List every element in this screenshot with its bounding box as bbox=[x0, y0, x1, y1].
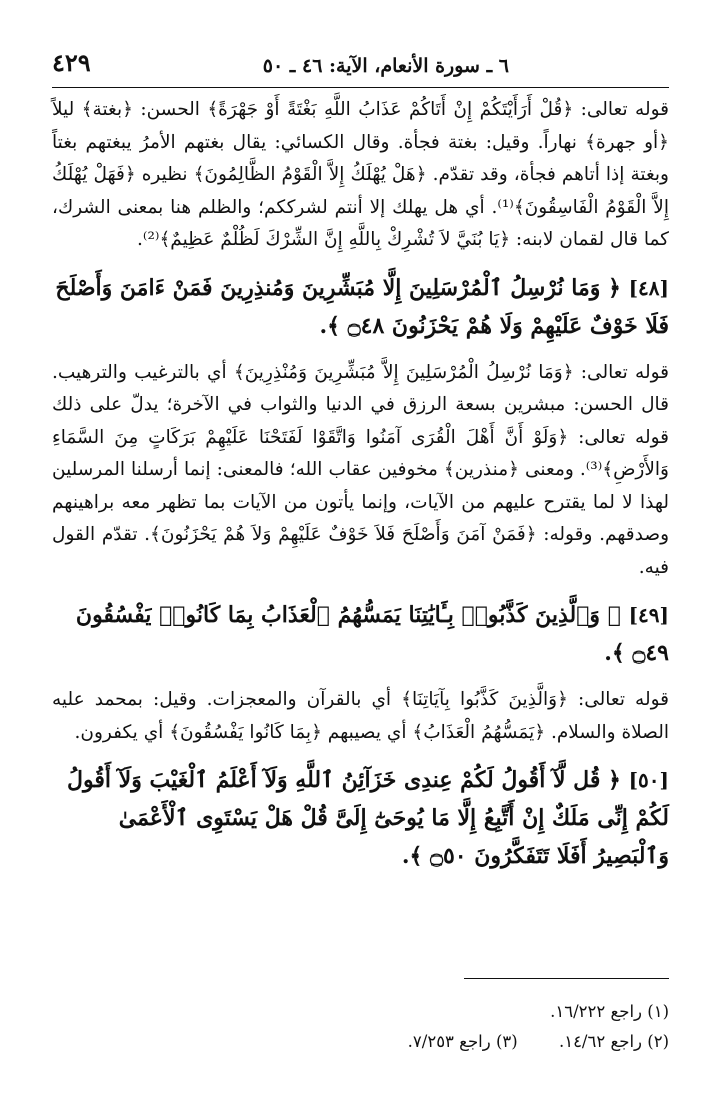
footnote: (١) راجع ١٦/٢٢٢. bbox=[550, 1002, 669, 1021]
footnote-row bbox=[52, 1027, 669, 1057]
footnote: (٣) راجع ٧/٢٥٣. bbox=[407, 1032, 518, 1051]
page-number: ٤٢٩ bbox=[52, 48, 91, 77]
footnote-divider bbox=[464, 978, 669, 979]
footnote: (٢) راجع ١٤/٦٢. bbox=[558, 1032, 669, 1051]
footnote-row bbox=[52, 997, 669, 1027]
commentary-paragraph: قوله تعالى: ﴿قُلْ أَرَأَيْتَكُمْ إِنْ أَتَاكُمْ عَذَابُ اللَّهِ بَغْتَةً أَوْ جَهْرَةً﴾ الحسن: ﴿بغتة﴾ ليلاً ﴿أو جهرة﴾ نهاراً. وقيل: بغتة فجأة. وقال الكسائي: يقال بغتهم الأمرُ يبغتهم بغتاً وبغتة إذا أتاهم فجأة، وقد تقدّم. ﴿هَلْ يُهْلَكُ إِلاَّ الْقَوْمُ الظَّالِمُونَ﴾ نظيره ﴿فَهَلْ يُهْلَكُ إِلاَّ الْقَوْمُ الْفَاسِقُونَ﴾⁽¹⁾. أي هل يهلك إلا أنتم لشرككم؛ والظلم هنا بمعنى الشرك، كما قال لقمان لابنه: ﴿يَا بُنَيَّ لاَ تُشْرِكْ بِاللَّهِ إِنَّ الشِّرْكَ لَظُلْمٌ عَظِيمٌ﴾⁽²⁾. bbox=[52, 99, 669, 250]
verse-text: ﴿ وَمَا نُرْسِلُ ٱلْمُرْسَلِينَ إِلَّا مُبَشِّرِينَ وَمُنذِرِينَ فَمَنْ ءَامَنَ وَأَصْلَحَ فَلَا خَوْفٌ عَلَيْهِمْ وَلَا هُمْ يَحْزَنُونَ ۝٤٨ ﴾. bbox=[55, 274, 669, 339]
quran-verse bbox=[52, 269, 669, 345]
footnotes bbox=[52, 978, 669, 1057]
page-body bbox=[52, 94, 669, 875]
verse-number: [٥٠] bbox=[628, 768, 669, 792]
verse-number: [٤٩] bbox=[628, 603, 669, 627]
page-header bbox=[52, 18, 669, 88]
verse-text: ﴿ وَٱلَّذِينَ كَذَّبُوا۟ بِـَٔايَٰتِنَا يَمَسُّهُمُ ٱلْعَذَابُ بِمَا كَانُوا۟ يَفْسُقُونَ ۝٤٩ ﴾. bbox=[75, 602, 669, 666]
verse-text: ﴿ قُل لَّآ أَقُولُ لَكُمْ عِندِى خَزَآئِنُ ٱللَّهِ وَلَآ أَعْلَمُ ٱلْغَيْبَ وَلَآ أَقُولُ لَكُمْ إِنِّى مَلَكٌ إِنْ أَتَّبِعُ إِلَّا مَا يُوحَىٰٓ إِلَىَّ قُلْ هَلْ يَسْتَوِى ٱلْأَعْمَىٰ وَٱلْبَصِيرُ أَفَلَا تَتَفَكَّرُونَ ۝٥٠ ﴾. bbox=[67, 767, 669, 869]
quran-verse bbox=[52, 596, 669, 672]
quran-verse bbox=[52, 761, 669, 875]
verse-number: [٤٨] bbox=[628, 275, 669, 300]
running-head: ٦ ـ سورة الأنعام، الآية: ٤٦ ـ ٥٠ bbox=[262, 55, 509, 77]
commentary-paragraph: قوله تعالى: ﴿وَالَّذِينَ كَذَّبُوا بِآيَاتِنَا﴾ أي بالقرآن والمعجزات. وقيل: بمحمد عليه الصلاة والسلام. ﴿يَمَسُّهُمُ الْعَذَابُ﴾ أي يصيبهم ﴿بِمَا كَانُوا يَفْسُقُونَ﴾ أي يكفرون. bbox=[52, 689, 669, 743]
book-page bbox=[0, 18, 717, 1116]
commentary-paragraph: قوله تعالى: ﴿وَمَا نُرْسِلُ الْمُرْسَلِينَ إِلاَّ مُبَشِّرِينَ وَمُنْذِرِينَ﴾ أي بالترغيب والترهيب. قال الحسن: مبشرين بسعة الرزق في الدنيا والثواب في الآخرة؛ يدلّ على ذلك قوله تعالى: ﴿وَلَوْ أَنَّ أَهْلَ الْقُرَى آمَنُوا وَاتَّقَوْا لَفَتَحْنَا عَلَيْهِمْ بَرَكَاتٍ مِنَ السَّمَاءِ وَالأَرْضِ﴾⁽³⁾. ومعنى ﴿منذرين﴾ مخوفين عقاب الله؛ فالمعنى: إنما أرسلنا المرسلين لهذا لا لما يقترح عليهم من الآيات، وإنما يأتون من الآيات بما تظهر معه براهينهم وصدقهم. وقوله: ﴿فَمَنْ آمَنَ وَأَصْلَحَ فَلاَ خَوْفٌ عَلَيْهِمْ وَلاَ هُمْ يَحْزَنُونَ﴾. تقدّم القول فيه. bbox=[52, 361, 669, 578]
